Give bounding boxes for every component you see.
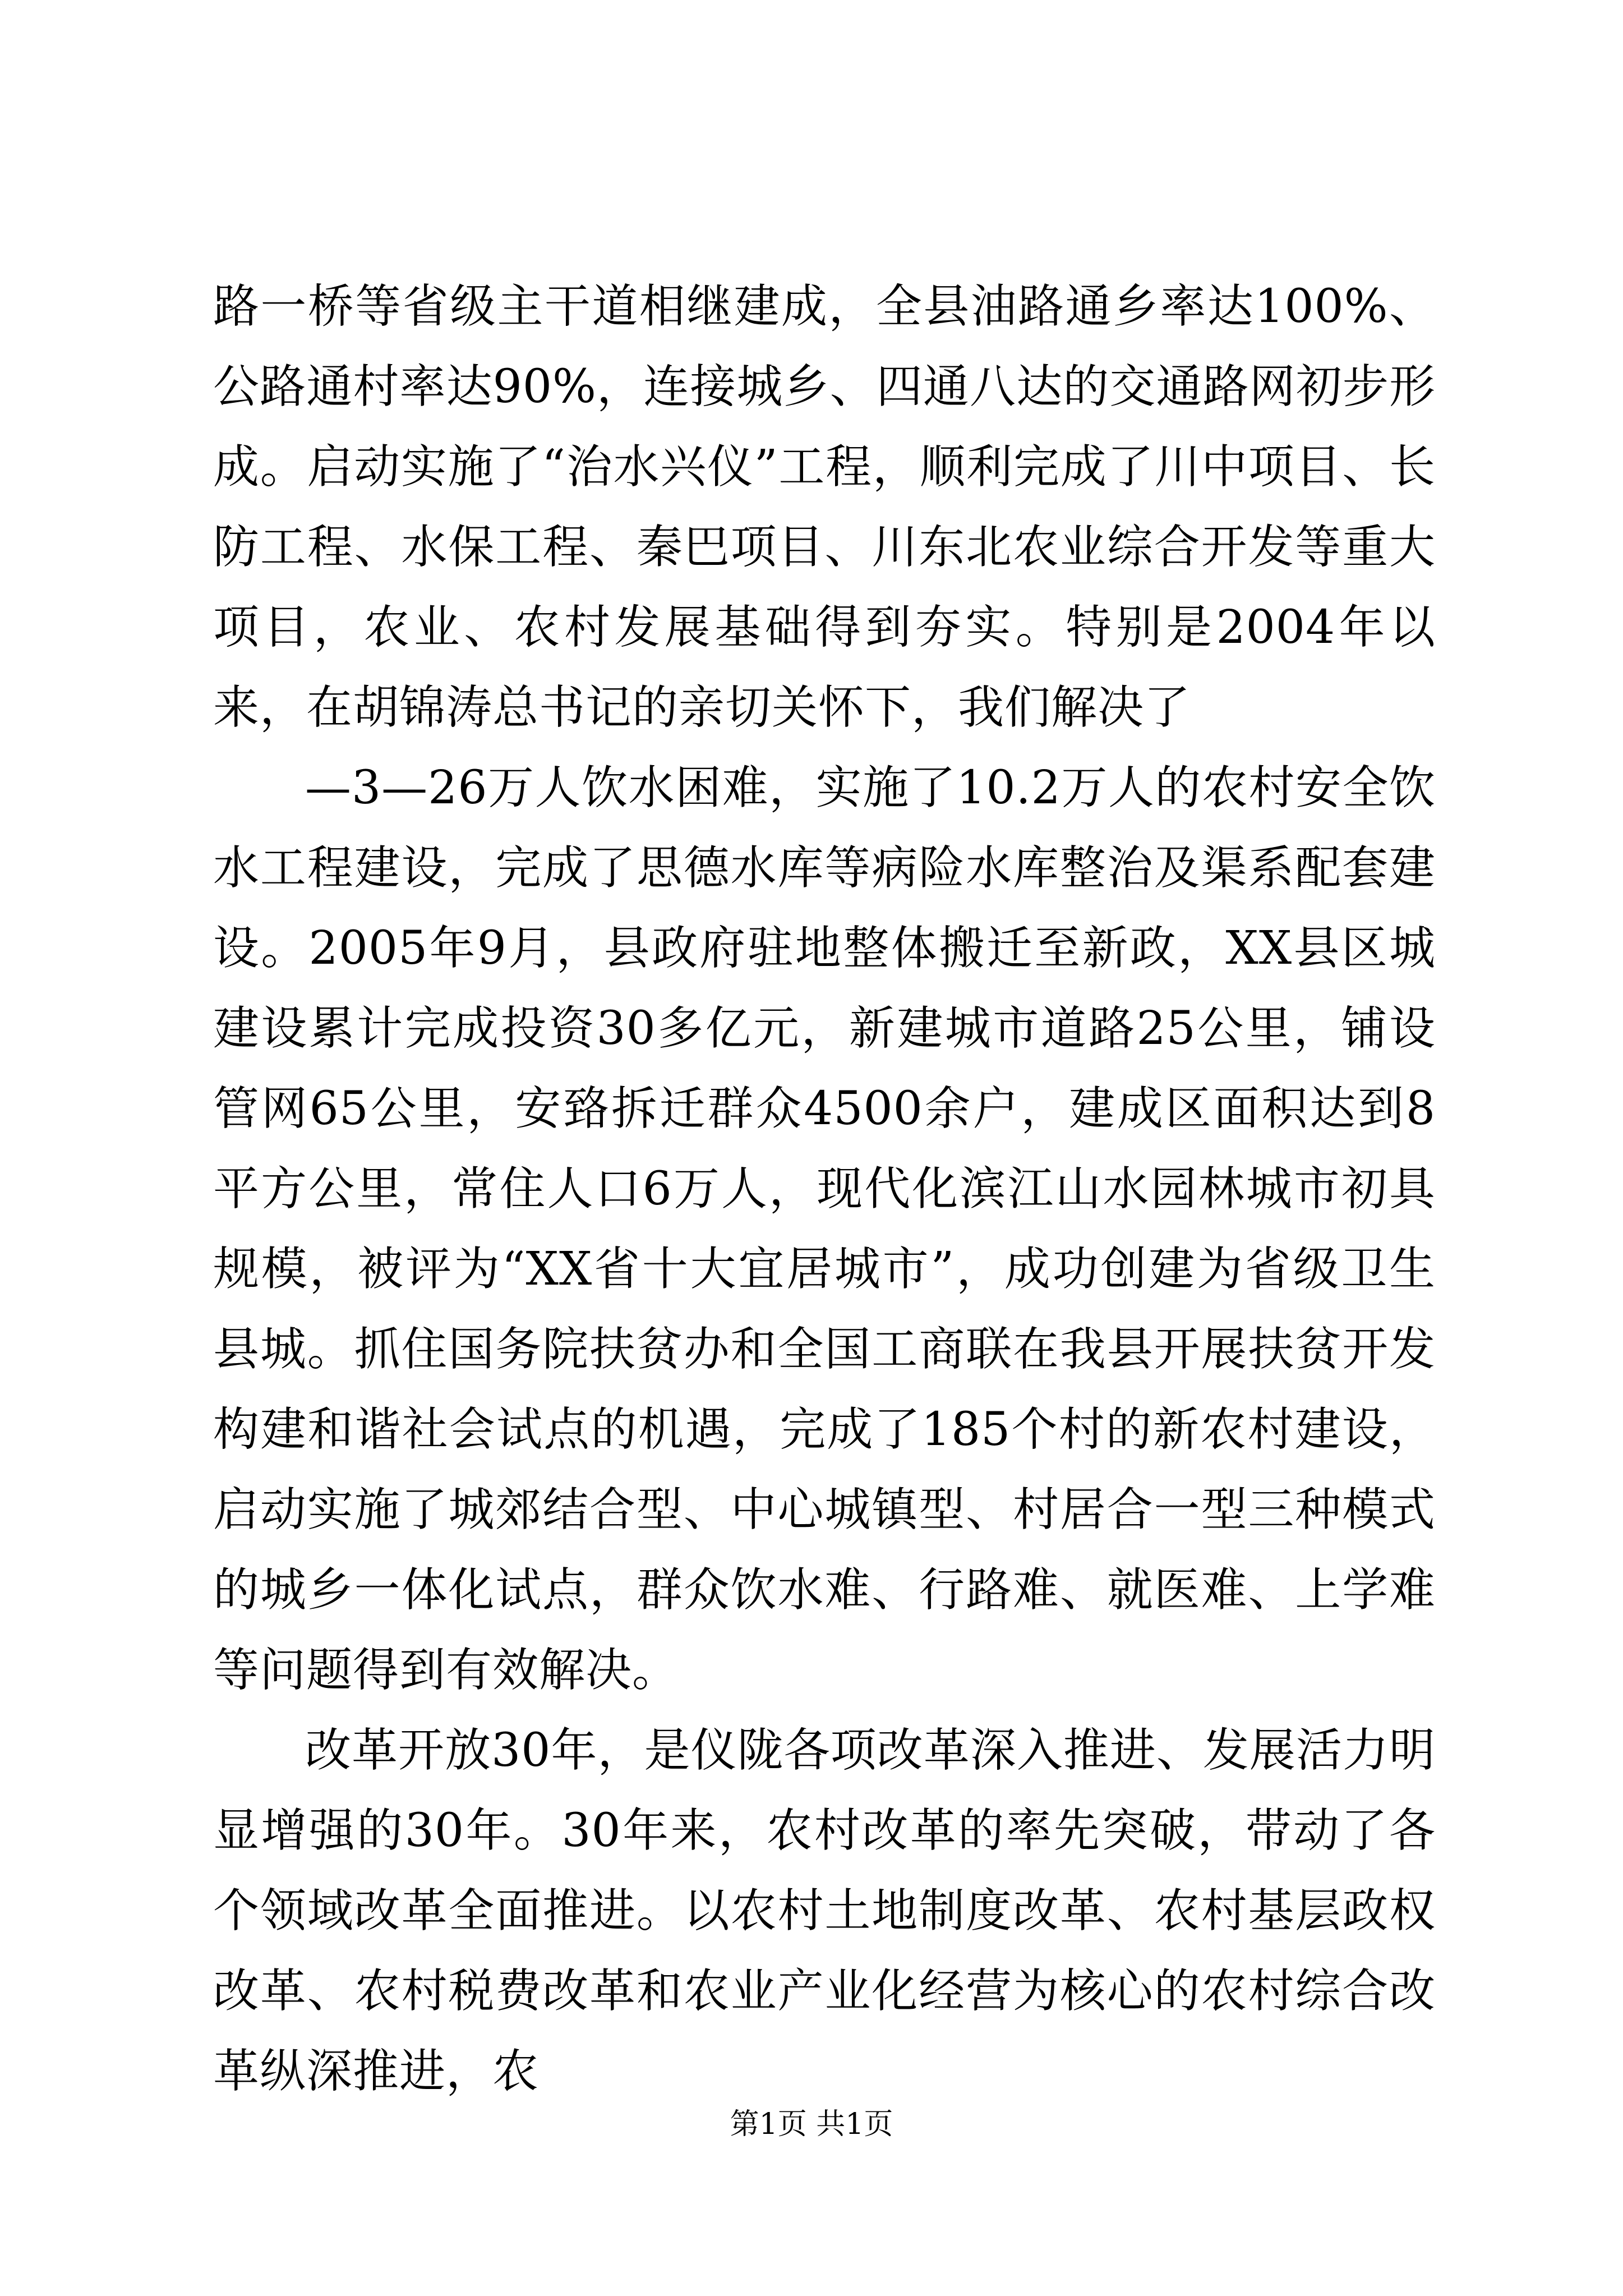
document-body [213,266,1436,2111]
paragraph-3: 改革开放30年，是仪陇各项改革深入推进、发展活力明显增强的30年。30年来，农村改革的率先突破，带动了各个领域改革全面推进。以农村土地制度改革、农村基层政权改革、农村税费改革和农业产业化经营为核心的农村综合改革纵深推进，农 [213,1724,1436,2098]
paragraph-2: —3—26万人饮水困难，实施了10.2万人的农村安全饮水工程建设，完成了思德水库等病险水库整治及渠系配套建设。2005年9月，县政府驻地整体搬迁至新政，XX县区城建设累计完成投资30多亿元，新建城市道路25公里，铺设管网65公里，安臵拆迁群众4500余户，建成区面积达到8平方公里，常住人口6万人，现代化滨江山水园林城市初具规模，被评为“XX省十大宜居城市”，成功创建为省级卫生县城。抓住国务院扶贫办和全国工商联在我县开展扶贫开发构建和谐社会试点的机遇，完成了185个村的新农村建设，启动实施了城郊结合型、中心城镇型、村居合一型三种模式的城乡一体化试点，群众饮水难、行路难、就医难、上学难等问题得到有效解决。 [213,761,1436,1697]
paragraph-1: 路一桥等省级主干道相继建成，全县油路通乡率达100%、公路通村率达90%，连接城乡、四通八达的交通路网初步形成。启动实施了“治水兴仪”工程，顺利完成了川中项目、长防工程、水保工程、秦巴项目、川东北农业综合开发等重大项目，农业、农村发展基础得到夯实。特别是2004年以来，在胡锦涛总书记的亲切关怀下，我们解决了 [213,280,1436,734]
page-footer: 第1页 共1页 [730,2108,893,2141]
